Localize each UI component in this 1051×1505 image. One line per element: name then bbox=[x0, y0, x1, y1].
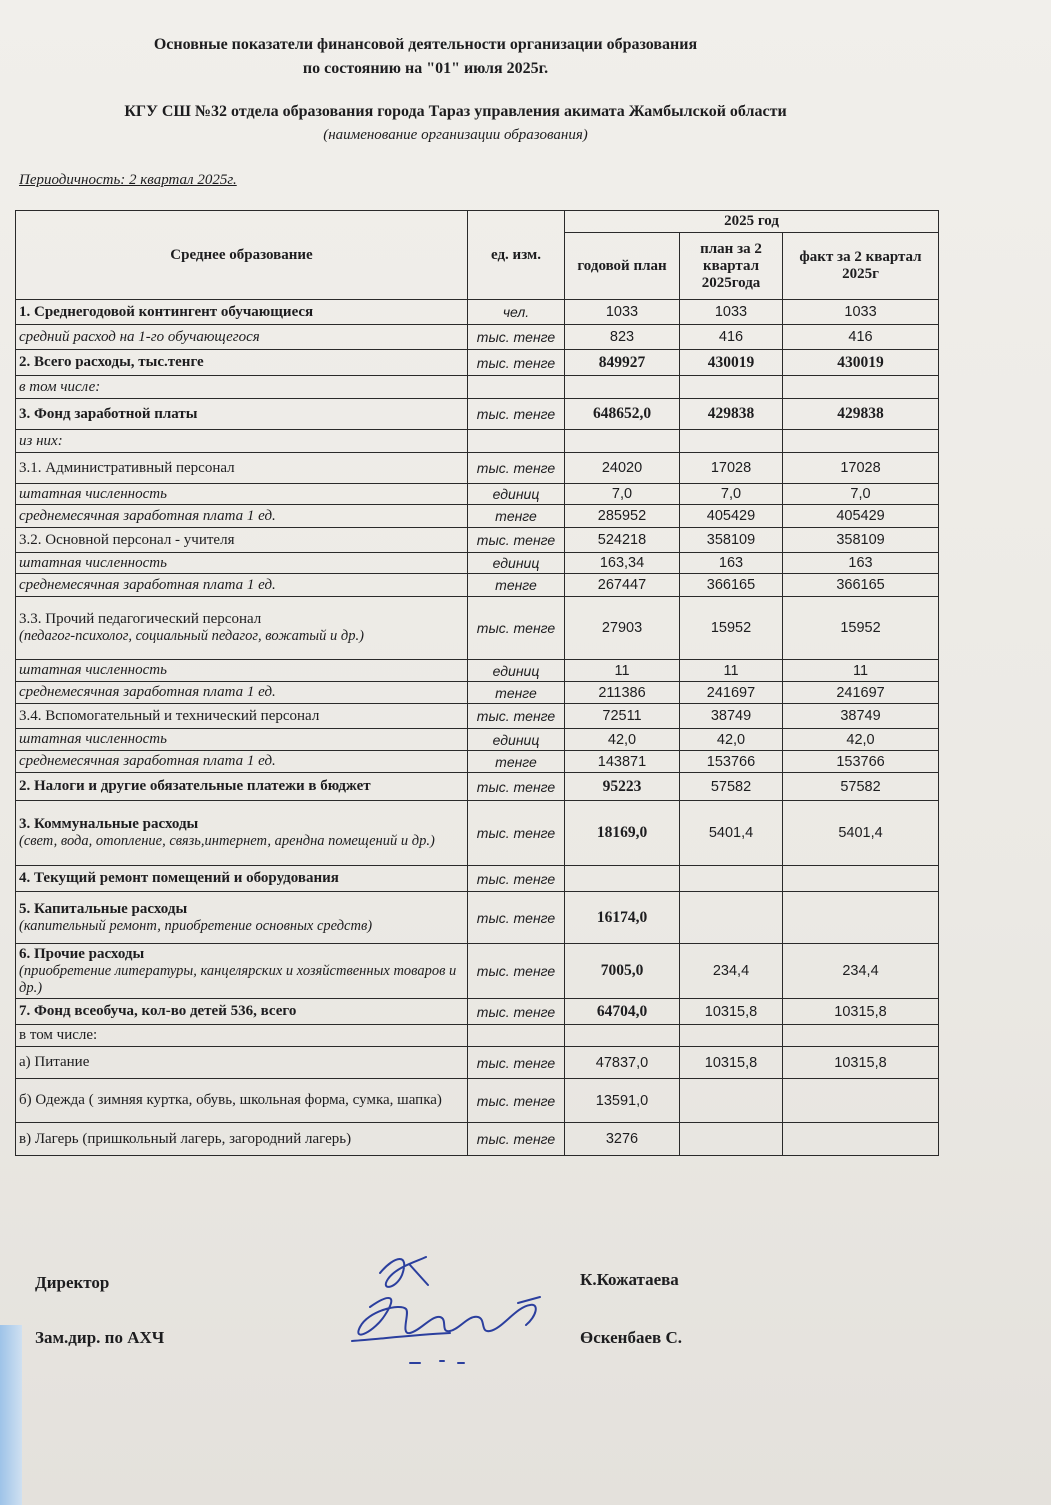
row-unit: тенге bbox=[468, 682, 565, 704]
row-sublabel: (капительный ремонт, приобретение основных средств) bbox=[19, 917, 373, 934]
row-unit: тыс. тенге bbox=[468, 944, 565, 999]
row-label: штатная численность bbox=[16, 729, 468, 751]
row-unit: тыс. тенге bbox=[468, 325, 565, 350]
cell-q2-plan: 234,4 bbox=[680, 944, 783, 999]
header-year-group: 2025 год bbox=[565, 211, 939, 233]
deputy-label: Зам.дир. по АХЧ bbox=[35, 1328, 165, 1347]
table-row bbox=[16, 597, 939, 660]
cell-annual-plan: 163,34 bbox=[565, 553, 680, 574]
row-unit: тыс. тенге bbox=[468, 528, 565, 553]
table-row bbox=[16, 751, 939, 773]
cell-annual-plan: 1033 bbox=[565, 300, 680, 325]
director-name: К.Кожатаева bbox=[580, 1270, 679, 1289]
cell-q2-fact bbox=[783, 892, 939, 944]
deputy-name: Өскенбаев С. bbox=[580, 1328, 682, 1347]
row-unit: единиц bbox=[468, 484, 565, 505]
cell-q2-fact: 11 bbox=[783, 660, 939, 682]
row-label: среднемесячная заработная плата 1 ед. bbox=[16, 574, 468, 597]
cell-annual-plan: 7005,0 bbox=[565, 944, 680, 999]
row-label: 2. Всего расходы, тыс.тенге bbox=[16, 350, 468, 376]
table-row bbox=[16, 376, 939, 399]
cell-q2-fact bbox=[783, 866, 939, 892]
cell-annual-plan bbox=[565, 430, 680, 453]
background-edge bbox=[0, 1325, 22, 1505]
cell-q2-plan: 163 bbox=[680, 553, 783, 574]
row-label: 3. Коммунальные расходы (свет, вода, отопление, связь,интернет, арендна помещений и др.) bbox=[16, 801, 468, 866]
cell-q2-fact bbox=[783, 1123, 939, 1156]
periodicity: Периодичность: 2 квартал 2025г. bbox=[19, 172, 237, 188]
row-label: среднемесячная заработная плата 1 ед. bbox=[16, 682, 468, 704]
table-row bbox=[16, 484, 939, 505]
cell-q2-fact: 10315,8 bbox=[783, 1047, 939, 1079]
cell-q2-fact: 366165 bbox=[783, 574, 939, 597]
row-unit: единиц bbox=[468, 660, 565, 682]
cell-annual-plan: 7,0 bbox=[565, 484, 680, 505]
organization-name: КГУ СШ №32 отдела образования города Тараз управления акимата Жамбылской области bbox=[124, 103, 787, 120]
cell-q2-plan: 38749 bbox=[680, 704, 783, 729]
cell-annual-plan: 143871 bbox=[565, 751, 680, 773]
row-label: среднемесячная заработная плата 1 ед. bbox=[16, 505, 468, 528]
cell-annual-plan bbox=[565, 1025, 680, 1047]
cell-q2-plan: 17028 bbox=[680, 453, 783, 484]
cell-q2-plan: 416 bbox=[680, 325, 783, 350]
row-unit: тыс. тенге bbox=[468, 1047, 565, 1079]
row-unit: тыс. тенге bbox=[468, 597, 565, 660]
cell-q2-plan bbox=[680, 430, 783, 453]
row-label: 7. Фонд всеобуча, кол-во детей 536, всего bbox=[16, 999, 468, 1025]
row-label: в том числе: bbox=[16, 376, 468, 399]
cell-q2-plan: 405429 bbox=[680, 505, 783, 528]
table-row bbox=[16, 574, 939, 597]
table-row bbox=[16, 505, 939, 528]
cell-q2-plan: 358109 bbox=[680, 528, 783, 553]
cell-q2-plan: 10315,8 bbox=[680, 1047, 783, 1079]
cell-q2-plan bbox=[680, 1025, 783, 1047]
row-unit: тенге bbox=[468, 751, 565, 773]
row-sublabel: (свет, вода, отопление, связь,интернет, арендна помещений и др.) bbox=[19, 833, 435, 849]
cell-annual-plan: 47837,0 bbox=[565, 1047, 680, 1079]
row-label: 6. Прочие расходы (приобретение литературы, канцелярских и хозяйственных товаров и др.) bbox=[16, 944, 468, 999]
row-sublabel: (педагог-психолог, социальный педагог, вожатый и др.) bbox=[19, 628, 364, 644]
cell-annual-plan: 3276 bbox=[565, 1123, 680, 1156]
cell-annual-plan: 27903 bbox=[565, 597, 680, 660]
cell-annual-plan: 72511 bbox=[565, 704, 680, 729]
cell-annual-plan: 285952 bbox=[565, 505, 680, 528]
cell-q2-plan bbox=[680, 1123, 783, 1156]
cell-q2-fact: 10315,8 bbox=[783, 999, 939, 1025]
cell-q2-plan: 7,0 bbox=[680, 484, 783, 505]
row-unit: тыс. тенге bbox=[468, 999, 565, 1025]
table-row bbox=[16, 453, 939, 484]
cell-annual-plan: 64704,0 bbox=[565, 999, 680, 1025]
cell-q2-fact: 57582 bbox=[783, 773, 939, 801]
cell-annual-plan: 18169,0 bbox=[565, 801, 680, 866]
table-row bbox=[16, 944, 939, 999]
cell-annual-plan: 13591,0 bbox=[565, 1079, 680, 1123]
row-label: штатная численность bbox=[16, 660, 468, 682]
cell-q2-fact: 17028 bbox=[783, 453, 939, 484]
cell-q2-plan: 241697 bbox=[680, 682, 783, 704]
cell-q2-plan: 57582 bbox=[680, 773, 783, 801]
row-unit bbox=[468, 1025, 565, 1047]
table-row bbox=[16, 399, 939, 430]
table-row bbox=[16, 801, 939, 866]
cell-q2-plan: 10315,8 bbox=[680, 999, 783, 1025]
row-label: среднемесячная заработная плата 1 ед. bbox=[16, 751, 468, 773]
row-unit: тыс. тенге bbox=[468, 1123, 565, 1156]
row-label: 5. Капитальные расходы (капительный ремонт, приобретение основных средств) bbox=[16, 892, 468, 944]
organization-note: (наименование организации образования) bbox=[323, 127, 588, 143]
row-label: штатная численность bbox=[16, 484, 468, 505]
cell-q2-fact: 153766 bbox=[783, 751, 939, 773]
row-unit: чел. bbox=[468, 300, 565, 325]
row-unit: тыс. тенге bbox=[468, 399, 565, 430]
cell-annual-plan: 16174,0 bbox=[565, 892, 680, 944]
cell-q2-fact bbox=[783, 1025, 939, 1047]
row-label: 3. Фонд заработной платы bbox=[16, 399, 468, 430]
table-row bbox=[16, 729, 939, 751]
cell-q2-plan: 366165 bbox=[680, 574, 783, 597]
row-unit: тыс. тенге bbox=[468, 350, 565, 376]
table-row bbox=[16, 866, 939, 892]
row-unit: тыс. тенге bbox=[468, 892, 565, 944]
cell-q2-plan: 42,0 bbox=[680, 729, 783, 751]
row-unit: единиц bbox=[468, 729, 565, 751]
row-label: б) Одежда ( зимняя куртка, обувь, школьная форма, сумка, шапка) bbox=[16, 1079, 468, 1123]
cell-q2-plan: 153766 bbox=[680, 751, 783, 773]
cell-annual-plan: 849927 bbox=[565, 350, 680, 376]
row-unit bbox=[468, 430, 565, 453]
cell-q2-plan: 5401,4 bbox=[680, 801, 783, 866]
table-row bbox=[16, 892, 939, 944]
cell-q2-plan bbox=[680, 892, 783, 944]
table-row bbox=[16, 1025, 939, 1047]
table-row bbox=[16, 1079, 939, 1123]
cell-q2-plan bbox=[680, 376, 783, 399]
table-row bbox=[16, 704, 939, 729]
cell-q2-fact bbox=[783, 1079, 939, 1123]
financial-indicators-table bbox=[15, 210, 939, 1156]
row-unit: тыс. тенге bbox=[468, 1079, 565, 1123]
cell-q2-fact: 42,0 bbox=[783, 729, 939, 751]
document-title-line2: по состоянию на "01" июля 2025г. bbox=[302, 60, 549, 77]
table-row bbox=[16, 528, 939, 553]
cell-q2-fact: 241697 bbox=[783, 682, 939, 704]
cell-q2-fact: 416 bbox=[783, 325, 939, 350]
cell-annual-plan bbox=[565, 866, 680, 892]
cell-q2-plan bbox=[680, 1079, 783, 1123]
row-label: в том числе: bbox=[16, 1025, 468, 1047]
cell-q2-fact: 163 bbox=[783, 553, 939, 574]
cell-annual-plan: 524218 bbox=[565, 528, 680, 553]
table-row bbox=[16, 553, 939, 574]
cell-annual-plan: 211386 bbox=[565, 682, 680, 704]
cell-q2-fact: 430019 bbox=[783, 350, 939, 376]
row-label: 3.1. Административный персонал bbox=[16, 453, 468, 484]
table-row bbox=[16, 773, 939, 801]
row-unit: тыс. тенге bbox=[468, 801, 565, 866]
header-q2-plan: план за 2 квартал 2025года bbox=[680, 233, 783, 300]
cell-q2-fact: 358109 bbox=[783, 528, 939, 553]
row-unit: тенге bbox=[468, 574, 565, 597]
cell-q2-fact: 429838 bbox=[783, 399, 939, 430]
cell-q2-fact bbox=[783, 376, 939, 399]
cell-annual-plan: 823 bbox=[565, 325, 680, 350]
header-q2-fact: факт за 2 квартал 2025г bbox=[783, 233, 939, 300]
header-section: Среднее образование bbox=[16, 211, 468, 300]
header-unit: ед. изм. bbox=[468, 211, 565, 300]
row-label: 3.3. Прочий педагогический персонал (педагог-психолог, социальный педагог, вожатый и др.) bbox=[16, 597, 468, 660]
cell-q2-plan: 11 bbox=[680, 660, 783, 682]
row-unit: тенге bbox=[468, 505, 565, 528]
row-unit: единиц bbox=[468, 553, 565, 574]
cell-annual-plan: 267447 bbox=[565, 574, 680, 597]
row-unit: тыс. тенге bbox=[468, 704, 565, 729]
row-sublabel: (приобретение литературы, канцелярских и хозяйственных товаров и др.) bbox=[19, 962, 457, 996]
row-label: 3.2. Основной персонал - учителя bbox=[16, 528, 468, 553]
director-label: Директор bbox=[35, 1273, 110, 1292]
row-label: штатная численность bbox=[16, 553, 468, 574]
cell-q2-plan: 430019 bbox=[680, 350, 783, 376]
cell-q2-fact: 38749 bbox=[783, 704, 939, 729]
cell-q2-plan bbox=[680, 866, 783, 892]
cell-annual-plan: 11 bbox=[565, 660, 680, 682]
row-label: 4. Текущий ремонт помещений и оборудования bbox=[16, 866, 468, 892]
row-label: в) Лагерь (пришкольный лагерь, загородний лагерь) bbox=[16, 1123, 468, 1156]
row-unit: тыс. тенге bbox=[468, 866, 565, 892]
table-row bbox=[16, 430, 939, 453]
table-row bbox=[16, 660, 939, 682]
table-row bbox=[16, 1047, 939, 1079]
row-label: 3.4. Вспомогательный и технический персонал bbox=[16, 704, 468, 729]
table-row bbox=[16, 350, 939, 376]
row-label: 2. Налоги и другие обязательные платежи в бюджет bbox=[16, 773, 468, 801]
cell-annual-plan: 95223 bbox=[565, 773, 680, 801]
cell-q2-fact: 15952 bbox=[783, 597, 939, 660]
table-row bbox=[16, 999, 939, 1025]
cell-q2-plan: 15952 bbox=[680, 597, 783, 660]
cell-annual-plan: 24020 bbox=[565, 453, 680, 484]
document-title-line1: Основные показатели финансовой деятельности организации образования bbox=[153, 36, 698, 53]
cell-q2-fact: 1033 bbox=[783, 300, 939, 325]
row-label: а) Питание bbox=[16, 1047, 468, 1079]
cell-q2-fact bbox=[783, 430, 939, 453]
table-row bbox=[16, 325, 939, 350]
row-label: средний расход на 1-го обучающегося bbox=[16, 325, 468, 350]
table-row bbox=[16, 1123, 939, 1156]
cell-q2-fact: 7,0 bbox=[783, 484, 939, 505]
cell-q2-plan: 429838 bbox=[680, 399, 783, 430]
table-row bbox=[16, 682, 939, 704]
row-label: 1. Среднегодовой контингент обучающиеся bbox=[16, 300, 468, 325]
cell-q2-fact: 405429 bbox=[783, 505, 939, 528]
header-annual-plan: годовой план bbox=[565, 233, 680, 300]
cell-annual-plan bbox=[565, 376, 680, 399]
row-label: из них: bbox=[16, 430, 468, 453]
row-unit: тыс. тенге bbox=[468, 773, 565, 801]
cell-q2-plan: 1033 bbox=[680, 300, 783, 325]
table-row bbox=[16, 300, 939, 325]
cell-annual-plan: 648652,0 bbox=[565, 399, 680, 430]
cell-q2-fact: 234,4 bbox=[783, 944, 939, 999]
handwritten-signatures bbox=[340, 1245, 560, 1380]
cell-annual-plan: 42,0 bbox=[565, 729, 680, 751]
row-unit bbox=[468, 376, 565, 399]
cell-q2-fact: 5401,4 bbox=[783, 801, 939, 866]
row-unit: тыс. тенге bbox=[468, 453, 565, 484]
